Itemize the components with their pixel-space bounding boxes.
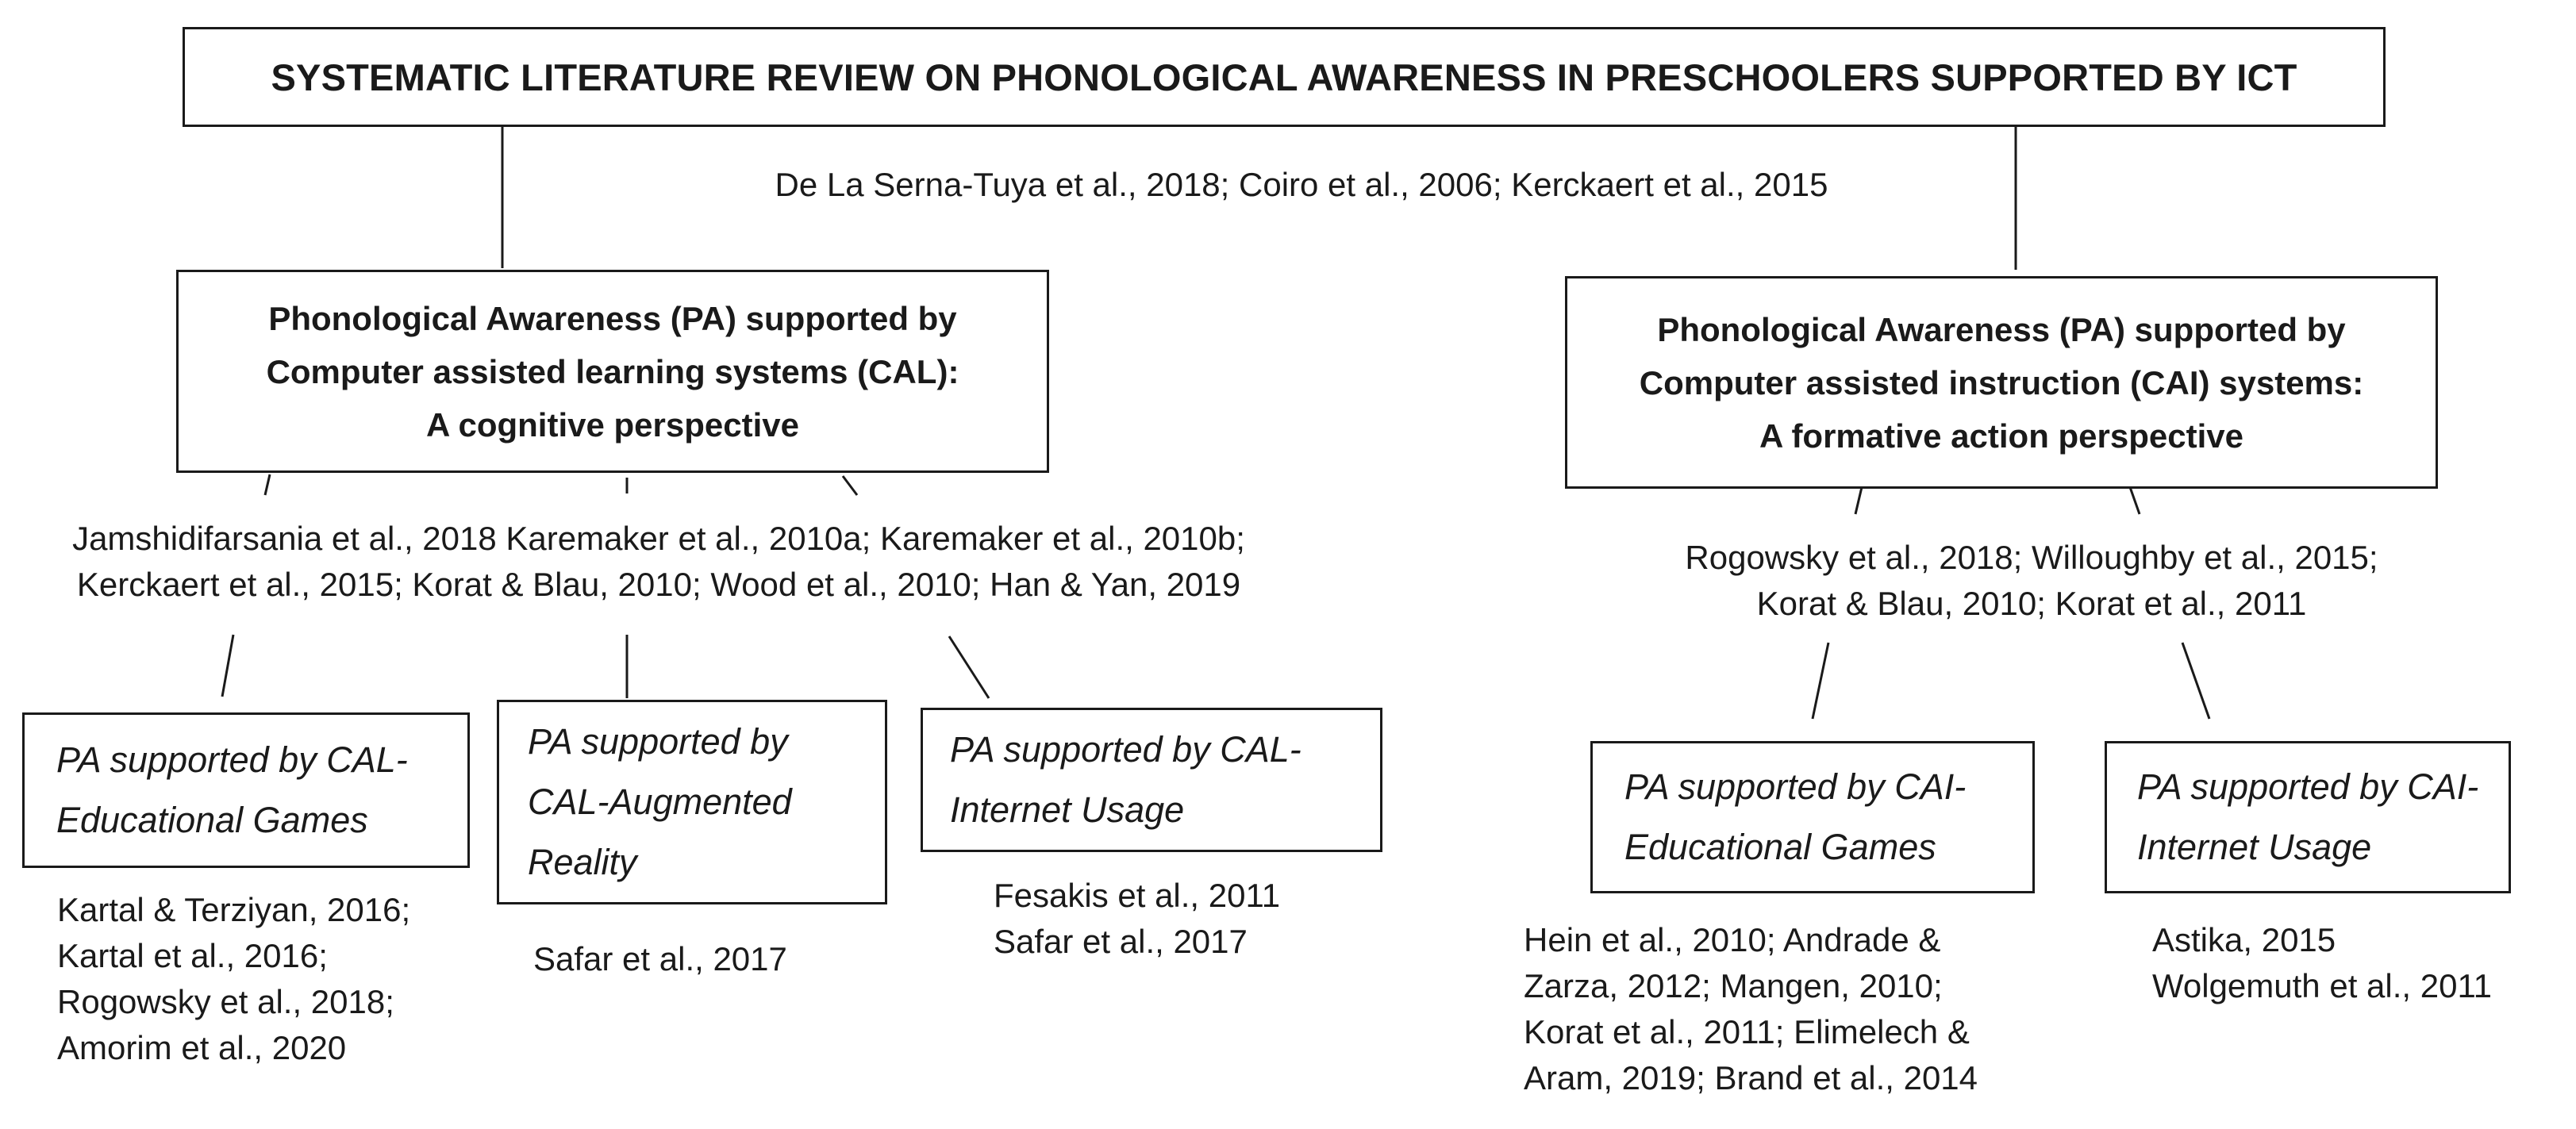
- cai-branch-box: [1565, 276, 2438, 489]
- cal-internet-usage-refs: [994, 873, 1280, 965]
- ref-item: Safar et al., 2017: [533, 940, 787, 977]
- connector-left-refs-3: [843, 476, 857, 495]
- cai-internet-usage-refs: [2152, 917, 2492, 1009]
- cal-branch-line-1: Phonological Awareness (PA) supported by: [268, 299, 957, 337]
- cai-branch-refs-line-1: Rogowsky et al., 2018; Willoughby et al., 2015;: [1685, 539, 2378, 576]
- cal-internet-usage-box: [921, 708, 1382, 852]
- ref-item: Astika, 2015: [2152, 921, 2336, 958]
- cal-educational-games-refs: [57, 887, 410, 1071]
- cai-internet-usage-line-2: Internet Usage: [2137, 827, 2372, 867]
- cal-branch-refs-line-1: Jamshidifarsania et al., 2018 Karemaker et al., 2010a; Karemaker et al., 2010b;: [72, 520, 1245, 557]
- connector-left-child-3: [949, 636, 989, 698]
- connector-right-refs-1: [1855, 487, 1862, 514]
- cal-educational-games-box: [22, 712, 470, 868]
- ref-item: Safar et al., 2017: [994, 923, 1248, 960]
- cal-branch-box: [176, 270, 1049, 473]
- cai-branch-line-3: A formative action perspective: [1759, 417, 2243, 455]
- title-box: [183, 27, 2386, 127]
- ref-item: Rogowsky et al., 2018;: [57, 983, 394, 1020]
- ref-item: Wolgemuth et al., 2011: [2152, 967, 2493, 1004]
- cal-branch-line-2: Computer assisted learning systems (CAL):: [266, 352, 959, 390]
- cai-internet-usage-line-1: PA supported by CAI-: [2137, 766, 2479, 807]
- ref-item: Fesakis et al., 2011: [994, 877, 1281, 914]
- cal-branch-line-3: A cognitive perspective: [426, 405, 799, 444]
- cai-internet-usage-box: [2105, 741, 2511, 893]
- cal-branch-refs: [16, 516, 1301, 608]
- ref-item: Kartal et al., 2016;: [57, 937, 328, 974]
- cal-branch-refs-line-2: Kerckaert et al., 2015; Korat & Blau, 2010; Wood et al., 2010; Han & Yan, 2019: [76, 566, 1241, 603]
- cal-internet-usage-line-2: Internet Usage: [950, 789, 1185, 830]
- ref-item: Korat et al., 2011; Elimelech &: [1524, 1013, 1970, 1050]
- ref-item: Kartal & Terziyan, 2016;: [57, 891, 411, 928]
- cai-branch-line-1: Phonological Awareness (PA) supported by: [1657, 310, 2346, 348]
- diagram-title: SYSTEMATIC LITERATURE REVIEW ON PHONOLOGICAL AWARENESS IN PRESCHOOLERS SUPPORTED BY ICT: [271, 56, 2297, 98]
- cal-internet-usage-line-1: PA supported by CAL-: [950, 729, 1301, 770]
- cai-branch-refs-line-2: Korat & Blau, 2010; Korat et al., 2011: [1756, 585, 2307, 622]
- cal-augmented-reality-refs: [533, 936, 787, 982]
- connector-left-refs-1: [265, 474, 270, 495]
- connector-right-child-1: [1813, 643, 1828, 719]
- cai-educational-games-line-1: PA supported by CAI-: [1624, 766, 1967, 807]
- cai-branch-line-2: Computer assisted instruction (CAI) systems:: [1639, 363, 2364, 401]
- connector-right-refs-2: [2130, 487, 2140, 514]
- cal-augmented-reality-line-3: Reality: [528, 842, 637, 882]
- cal-augmented-reality-line-2: CAL-Augmented: [528, 781, 792, 822]
- connector-left-child-1: [222, 635, 233, 697]
- connector-right-child-2: [2182, 643, 2209, 719]
- cal-educational-games-line-2: Educational Games: [56, 800, 368, 840]
- title-refs: De La Serna-Tuya et al., 2018; Coiro et al., 2006; Kerckaert et al., 2015: [775, 166, 1828, 203]
- ref-item: Amorim et al., 2020: [57, 1029, 347, 1066]
- cal-educational-games-line-1: PA supported by CAL-: [56, 739, 408, 780]
- ref-item: Aram, 2019; Brand et al., 2014: [1524, 1059, 1978, 1096]
- cai-educational-games-line-2: Educational Games: [1624, 827, 1936, 867]
- cai-educational-games-refs: [1524, 917, 1978, 1101]
- ref-item: Hein et al., 2010; Andrade &: [1524, 921, 1941, 958]
- cal-augmented-reality-line-1: PA supported by: [528, 721, 788, 762]
- ref-item: Zarza, 2012; Mangen, 2010;: [1524, 967, 1943, 1004]
- cal-augmented-reality-box: [497, 700, 887, 904]
- cai-educational-games-box: [1590, 741, 2035, 893]
- cai-branch-refs: [1635, 535, 2428, 627]
